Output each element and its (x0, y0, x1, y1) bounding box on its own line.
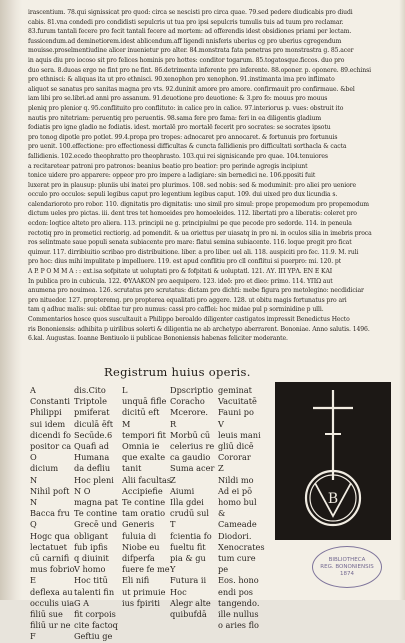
register-entry: dicium (30, 463, 59, 474)
register-entry: quibufdā (170, 609, 207, 620)
register-entry: pia & gu (170, 553, 206, 564)
text-line: ecdon: loqtice alteto pro aliera. 113. principii ne g. principiulmi pe que pecode pro sedorde. 114. in peneula (28, 220, 352, 228)
register-entry: G A (74, 597, 90, 608)
register-entry: ius fpiriti (122, 597, 161, 608)
register-entry: A (30, 385, 36, 395)
register-entry: Z (170, 474, 176, 485)
text-line: luxerat pro in plausup: pluniis ubi inatei pro plurimos. 108. sed nobis: sed & moduminit: pro aliei pro ueniore (28, 181, 356, 189)
printer-mark-icon (275, 382, 391, 540)
register-entry: da defliu (74, 463, 111, 474)
register-entry: occulis uia (30, 597, 75, 608)
register-entry: Hoc (170, 586, 187, 597)
register-entry: gliū dicē (218, 441, 254, 452)
text-line: pro nituedor. 127. propteremq. pro propterea equalitati pro aggere. 128. ut obitu magis fortunatus pro ari (28, 296, 347, 304)
commentary-text-block (28, 8, 390, 344)
text-line: nautis pro nitetriam: peruentiq pro peruentis. 98.sama fere pro fama: feri in ea diligentis gladium (28, 114, 322, 122)
stamp-line-3: 1874 (340, 570, 354, 577)
register-entry: Alegr alte (170, 597, 211, 608)
text-line: 83.furum tantali fecere pro fecit tantali fecere ad mortem: ad offerendis idest obsidiones priami per lectam. (28, 28, 352, 36)
text-line: fussicendum.ad deminetiorem.idest ablicendum.aff ligendi nnisferis uberius cg pro uberius cgregendum (28, 37, 342, 45)
register-entry: Coracho (170, 396, 205, 407)
register-entry: obligant (74, 530, 109, 541)
register-entry: Grecē und (74, 519, 118, 530)
register-entry: fueltu fit (170, 541, 206, 552)
register-entry: fcientia fo (170, 530, 212, 541)
library-stamp (312, 546, 382, 588)
register-entry: Nildi mo (218, 474, 254, 485)
register-column (218, 385, 265, 631)
register-entry: pmiferat (74, 407, 110, 418)
register-entry: Hoc pleni (74, 474, 114, 485)
register-entry: ille nullus (218, 609, 259, 620)
text-line: rectotiq pro in prometici rectiorig. ad pomendit. & ua oriettus per uiasatq in pro ni. in oculos silia in imebris proca (28, 229, 372, 237)
register-entry: Te contine (122, 497, 166, 508)
text-line: fodiatis pro igne gladio ne fodiatis. idest. mortalē pro mortalē fecerit pro socrates: se socrates ipsotu (28, 124, 331, 132)
text-line: a recitaretear patroni pro patronos: beanius beatio pro beatior: pro perinde agregis incipiunt (28, 162, 308, 170)
register-entry: unquā fifle (122, 396, 167, 407)
register-entry: positor ca (30, 441, 72, 452)
register-entry: talenti fin (74, 586, 115, 597)
register-entry: Omnia ie (122, 441, 160, 452)
register-entry: Suma acer (170, 463, 215, 474)
stamp-line-2: REG. BONONIENSIS (320, 563, 374, 570)
register-entry: que exalte (122, 452, 166, 463)
text-line: irascentium. 78.qui signissicat pro quod: circa se nescisti pro circa quae. 79.sed pedere diudicabis pro diudi (28, 9, 353, 16)
register-entry: magna pat (74, 497, 119, 508)
register-entry: fuere fe me (122, 564, 170, 575)
register-entry: O (30, 452, 37, 463)
text-line: occulo pro occulos: sepuli legibus caput pro legentium legibus caput. 109. dui uixed pro dux licundia s. (28, 191, 338, 199)
register-entry: homo bul (218, 497, 257, 508)
register-entry: Philippi (30, 407, 62, 418)
register-entry: filiū ur ne (30, 620, 71, 631)
register-column (30, 385, 75, 643)
register-entry: Constanti (30, 396, 71, 407)
register-table (30, 385, 265, 642)
register-entry: Eli nifi (122, 575, 150, 586)
register-entry: sui idem (30, 418, 66, 429)
register-entry: o aries flo (218, 620, 259, 631)
register-entry: Hoc titū (74, 575, 108, 586)
register-entry: mus fobrio (30, 564, 75, 575)
register-entry: Z (218, 463, 224, 474)
register-entry: Hogc qua (30, 530, 70, 541)
text-line: In publica pro in cubicula. 122. ΦΥΛΑΚΟΝ pro aequipero. 123. ideō: pro et dieo: primo. 114. ΥΠΩ aut (28, 277, 333, 285)
register-entry: dis.Cito (74, 385, 106, 395)
text-line: dictum ueles pro pictas. iii. dent tres tet homoeides pro homoeleides. 112. libertati pro a liberatis: coleret pro (28, 210, 357, 218)
register-entry: crudū sul (170, 508, 209, 519)
register-entry: Mcerore. (170, 407, 209, 418)
text-line: pleniq pro plenior q. 95.conflituito pro conflituto: in calice pro in calice. 97.interiorus p. vues: obstruit ito (28, 104, 344, 112)
register-entry: fit corpois (74, 609, 116, 620)
text-line: pro tonog dipotle pro potlet. 99.4.propa pro tropes: adnocaret pro annocaret. & fortunuis pro fortunuis (28, 133, 338, 141)
text-line: duo sera. 8.duoas ergo ne fint pro ne fint. 86.detrimenta inferente pro inferente. 88.oponer. p. oponere. 89.echinsi (28, 66, 371, 74)
register-entry: Dpscriptio (170, 385, 214, 395)
register-heading: Registrum huius operis. (104, 365, 251, 379)
text-line: ris Bononiensis: adhibita p uirilibus solerti & diligentia ne ab archetypo aberrarent. Bononiae. Anno salutis. 1496. (28, 325, 370, 333)
text-line: quimur. 117. dirribiuitio scribao pro distribuitione. liber. a pro liber. uel ali. 118. auspiciti pro fec. 11.9. M. ruli (28, 248, 359, 256)
register-entry: pe (218, 564, 229, 575)
register-entry: lectatuet (30, 541, 67, 552)
register-entry: Eos. hono (218, 575, 259, 586)
text-line: pro hoc: dius mihi impulitate p impelluere. 119. est apud conflitiu pro cll conflitui si puerpro: mi. 120. pt (28, 258, 342, 266)
register-entry: fub ipfis (74, 541, 108, 552)
register-entry: Generis (122, 519, 155, 530)
register-entry: tam oratio (122, 508, 166, 519)
text-line: cabis. 81.vna condedi pro condidisti sepulcris ut tua pro ipsi sepulcris tumulis tuis ad tuum pro reclamar. (28, 18, 344, 26)
text-line: anumena pro nouimea. 126. scrutatus pro scrutatus: dictam pro dichti: mebe figura pro metolegino: necdidiciar (28, 287, 364, 295)
register-entry: cū carnifi (30, 553, 70, 564)
register-entry: Triptole (74, 396, 107, 407)
register-entry: Humana (74, 452, 110, 463)
register-entry: ca gaudio (170, 452, 211, 463)
register-entry: tanit (122, 463, 142, 474)
register-entry: q diuinit (74, 553, 109, 564)
register-entry: T (170, 519, 176, 530)
register-entry: ut primuie (122, 586, 166, 597)
register-entry: Ad ei pō (218, 485, 252, 496)
text-line: tam q adhuc malis: sui: obfitae tur pro numus: cassi pro cafflei: hoc midae pul p sorminidine p ulli. (28, 306, 324, 314)
register-entry: N O (74, 485, 91, 496)
register-entry: Diodori. (218, 530, 252, 541)
register-entry: difperfa (122, 553, 155, 564)
register-entry: Vacuitatē (218, 396, 257, 407)
register-column (122, 385, 172, 609)
text-line: tonice uidere pro apparere: oppeor pro pro impere a ladigiare: sin bernedici ne. 106.ppositi fuit (28, 172, 316, 180)
register-entry: Q (30, 519, 37, 530)
register-entry: N (30, 497, 38, 508)
register-entry: Fauni po (218, 407, 254, 418)
text-line: pro ethnisci: & aliquas ita ut pro ethnisci. 90.xenophon pro xenophon. 91.instimanta ima pro inflimato (28, 76, 335, 84)
text-line: aliquot se sanatus pro sanitas magna pro vts. 92.duninit amore pro amore. confirmauit pro confirmaue. &bel (28, 85, 355, 93)
printer-mark-letter: B (327, 491, 339, 507)
register-entry: Bacca fru (30, 508, 70, 519)
register-entry: V (218, 418, 224, 429)
register-entry: Cameade (218, 519, 257, 530)
register-column (170, 385, 215, 620)
register-entry: deflexa au (30, 586, 73, 597)
register-entry: Aiumi (170, 485, 195, 496)
stamp-line-1: BIBLIOTHECA (328, 556, 366, 563)
register-entry: V homo (74, 564, 106, 575)
register-entry: Alii facultas (122, 474, 172, 485)
printer-mark (275, 382, 391, 540)
text-line: fallidienis. 102.ecedo theophratto pro theophrasto. 103.qui rei signisicande pro quae. 104.tenuiores (28, 152, 328, 160)
register-entry: M (122, 418, 131, 429)
register-entry: Xenocrates (218, 541, 265, 552)
register-entry: tempori fit (122, 429, 166, 440)
register-entry: leuis mani (218, 429, 261, 440)
register-entry: E (30, 575, 36, 586)
register-entry: Nihil poft (30, 485, 70, 496)
register-entry: Illa gdei (170, 497, 204, 508)
register-entry: dicendi fo (30, 429, 71, 440)
text-line: in aquis diu pro iocoso sit pro felices hominis pro hottes: conditor togarum. 85.togatosque.ficcos. duo pro (28, 56, 345, 64)
register-entry: Quafi ad (74, 441, 110, 452)
register-entry: geminat (218, 385, 252, 395)
register-column (74, 385, 119, 643)
register-entry: cite factoq (74, 620, 118, 631)
register-entry: Te contine (74, 508, 118, 519)
text-line: mouisse.proselmentiudine alicer inuenietur pro alter. 84.monstrata fata penetras pro monstrastra g. 85.acer (28, 47, 354, 55)
register-entry: Secūde.6 (74, 429, 113, 440)
register-entry: tangendo. (218, 597, 260, 608)
register-entry: dicitū eft (122, 407, 160, 418)
register-entry: Geftiu ge (74, 631, 113, 642)
register-entry: Y (170, 564, 176, 575)
text-line: Commentarios hosce quos suscultauit a Philippo beroaldo diligenter castigatos impressit Benedictus Hecto (28, 316, 350, 323)
register-entry: N (30, 474, 38, 485)
register-entry: celerius re (170, 441, 215, 452)
register-entry: & (218, 508, 226, 519)
register-entry: L (122, 385, 128, 395)
register-entry: diculā ēft (74, 418, 113, 429)
register-entry: Morbū cū (170, 429, 211, 440)
register-entry: fuluia di (122, 530, 157, 541)
text-line: pro uenit. 100.effectione: pro effectionessi difficultas & cuncta fallidienis pro difficultati sorthacla & cacta (28, 143, 347, 151)
text-line: calendarioroto pro robor. 110. dignitatis pro dignitatis: uno simil pro simul: prope propemodum pro propemodum (28, 200, 369, 208)
register-entry: Futura ii (170, 575, 207, 586)
register-entry: Cororar (218, 452, 251, 463)
register-entry: R (170, 418, 177, 429)
register-entry: Accipiefie (122, 485, 163, 496)
text-line: A P. P O M M A : : ext.isa sofpitate ut uoluptati pro & fofpitati & uoluptatl. 121. ΛΥ. ΙΠ ΥΡΛ. ΕΝ Ε ΚΑΙ (28, 268, 333, 276)
register-entry: filiū sue (30, 609, 63, 620)
register-entry: endi pos (218, 586, 253, 597)
page-edge-shadow (399, 0, 405, 600)
text-line: 6.kal. Augustas. Ioanne Bentiuolo ii publicae Bononiensis habenas feliciter moderante. (28, 335, 288, 343)
register-entry: F (30, 631, 36, 642)
register-entry: tum cure (218, 553, 256, 564)
binding-gutter (0, 0, 22, 600)
text-line: iam libi pro se.libri.ad anni pro assanum. 91.deuotione pro deuotione: & 3.pro fo: mouus pro mouus (28, 95, 328, 103)
text-line: ros selintmate saue populi senata subiacente pro mare: flatui semina subiacente. 116. loque pregit pro ficat (28, 239, 352, 247)
register-entry: Niobe eu (122, 541, 160, 552)
